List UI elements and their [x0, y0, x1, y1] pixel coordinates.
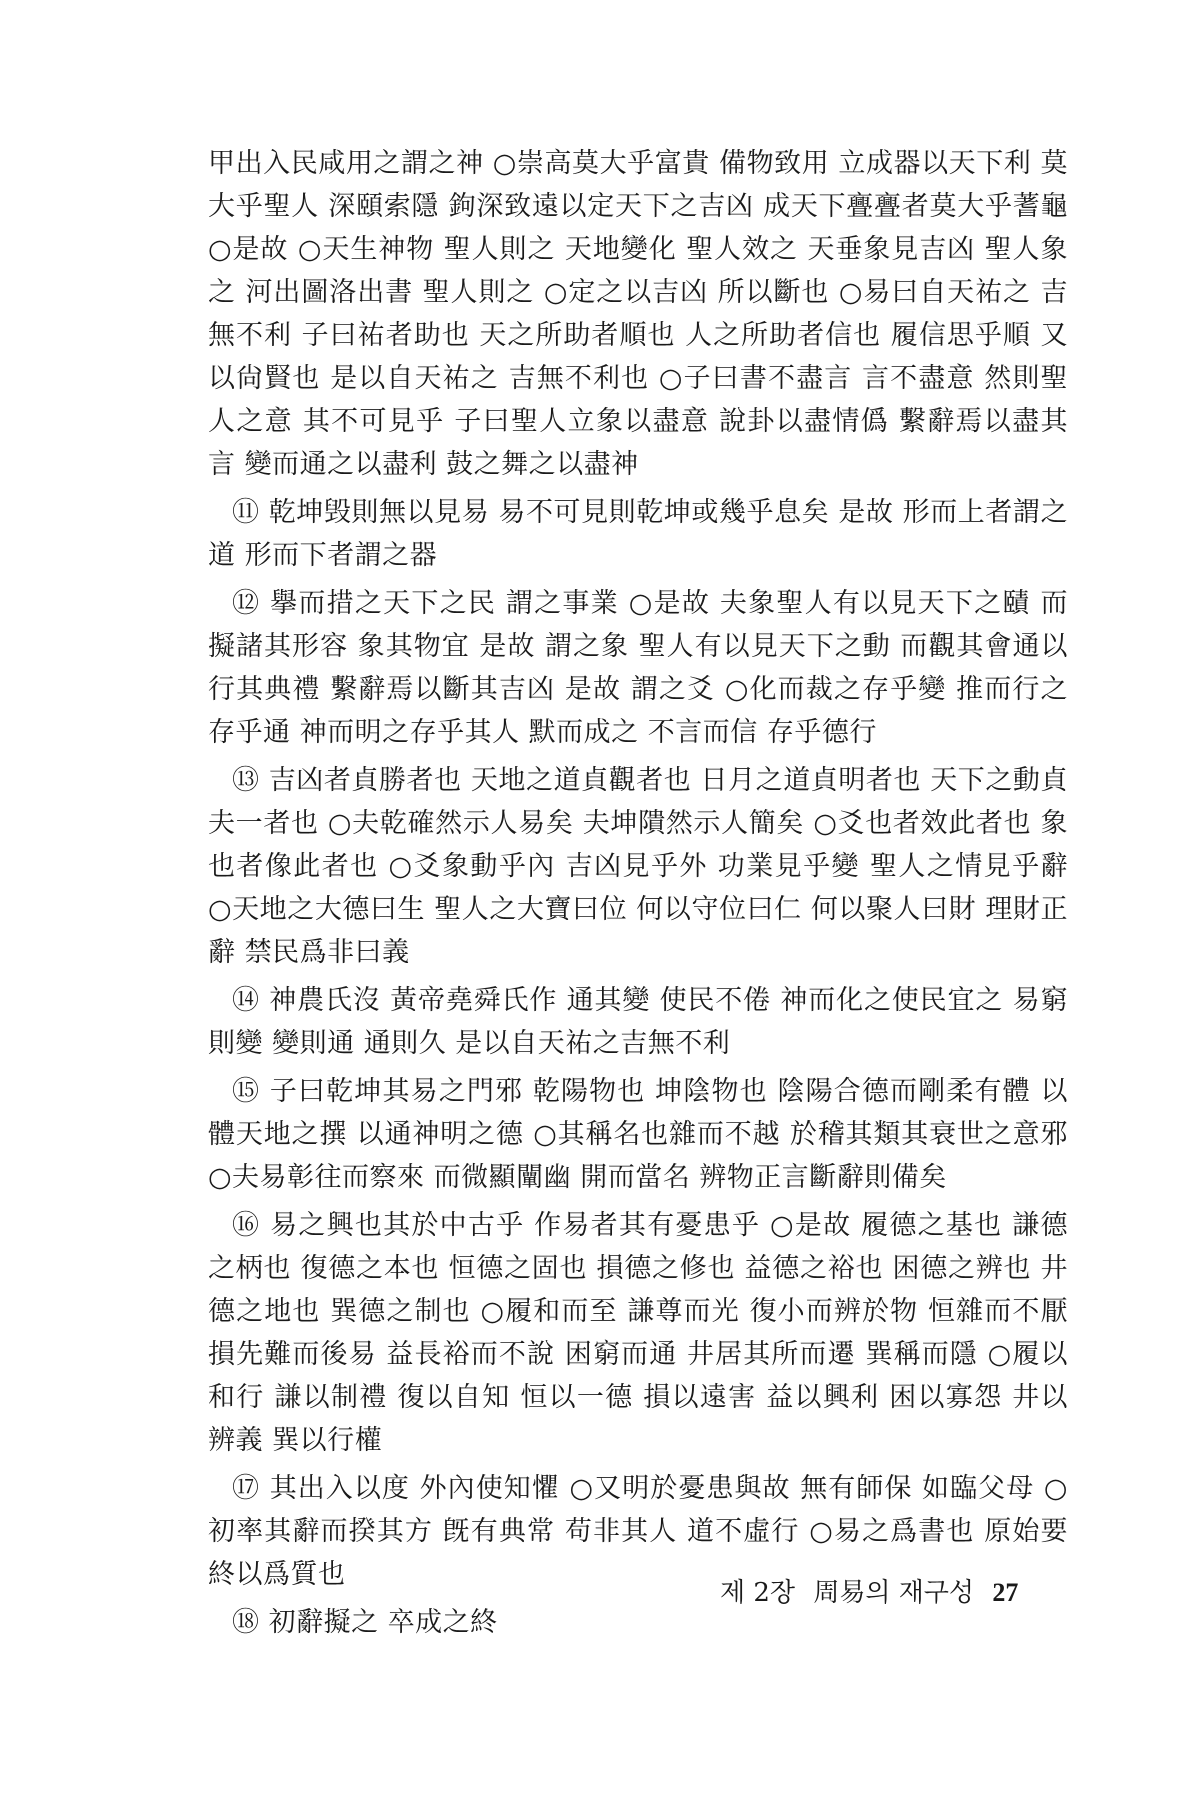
- paragraph-18: ⑱ 初辭擬之 卒成之終: [232, 1607, 498, 1638]
- footer-title: 周易의 재구성: [813, 1578, 975, 1608]
- paragraph-14: ⑭ 神農氏沒 黃帝堯舜氏作 通其變 使民不倦 神而化之使民宜之 易窮則變 變則通 通則久 是以自天祐之吉無不利: [208, 985, 1068, 1059]
- paragraph-13: ⑬ 吉凶者貞勝者也 天地之道貞觀者也 日月之道貞明者也 天下之動貞夫一者也 ○夫乾確然示人易矣 夫坤隤然示人簡矣 ○爻也者效此者也 象也者像此者也 ○爻象動乎內 吉凶見乎外 功業見乎變 聖人之情見乎辭 ○天地之大德曰生 聖人之大寶曰位 何以守位曰仁 何以聚人曰財 理財正辭 禁民爲非曰義: [208, 765, 1078, 968]
- paragraph-15: ⑮ 子曰乾坤其易之門邪 乾陽物也 坤陰物也 陰陽合德而剛柔有體 以體天地之撰 以通神明之德 ○其稱名也雜而不越 於稽其類其衰世之意邪 ○夫易彰往而察來 而微顯闡幽 開而當名 辨物正言斷辭則備矣: [208, 1076, 1078, 1193]
- paragraph-12: ⑫ 擧而措之天下之民 謂之事業 ○是故 夫象聖人有以見天下之賾 而擬諸其形容 象其物宜 是故 謂之象 聖人有以見天下之動 而觀其會通以行其典禮 繫辭焉以斷其吉凶 是故 謂之爻 ○化而裁之存乎變 推而行之存乎通 神而明之存乎其人 默而成之 不言而信 存乎德行: [208, 588, 1068, 748]
- paragraph-11: ⑪ 乾坤毁則無以見易 易不可見則乾坤或幾乎息矣 是故 形而上者謂之道 形而下者謂之器: [208, 497, 1068, 571]
- footer-chapter: 제 2장: [720, 1578, 796, 1608]
- page-body: [208, 142, 1078, 1649]
- paragraph-16: ⑯ 易之興也其於中古乎 作易者其有憂患乎 ○是故 履德之基也 謙德之柄也 復德之本也 恒德之固也 損德之修也 益德之裕也 困德之辨也 井德之地也 巽德之制也 ○履和而至 謙尊而光 復小而辨於物 恒雜而不厭 損先難而後易 益長裕而不說 困窮而通 井居其所而遷 巽稱而隱 ○履以和行 謙以制禮 復以自知 恒以一德 損以遠害 益以興利 困以寡怨 井以辨義 巽以行權: [208, 1210, 1078, 1456]
- page-footer: [720, 1572, 1060, 1612]
- paragraph-continuation: 甲出入民咸用之謂之神 ○崇高莫大乎富貴 備物致用 立成器以天下利 莫大乎聖人 深頤索隱 鉤深致遠以定天下之吉凶 成天下亹亹者莫大乎蓍龜 ○是故 ○天生神物 聖人則之 天地變化 聖人效之 天垂象見吉凶 聖人象之 河出圖洛出書 聖人則之 ○定之以吉凶 所以斷也 ○易曰自天祐之 吉無不利 子曰祐者助也 天之所助者順也 人之所助者信也 履信思乎順 又以尙賢也 是以自天祐之 吉無不利也 ○子曰書不盡言 言不盡意 然則聖人之意 其不可見乎 子曰聖人立象以盡意 說卦以盡情僞 繫辭焉以盡其言 變而通之以盡利 鼓之舞之以盡神: [208, 148, 1078, 480]
- page-number: 27: [992, 1578, 1019, 1607]
- paragraph-17: ⑰ 其出入以度 外內使知懼 ○又明於憂患與故 無有師保 如臨父母 ○初率其辭而揆其方 旣有典常 苟非其人 道不虛行 ○易之爲書也 原始要終以爲質也: [208, 1473, 1068, 1590]
